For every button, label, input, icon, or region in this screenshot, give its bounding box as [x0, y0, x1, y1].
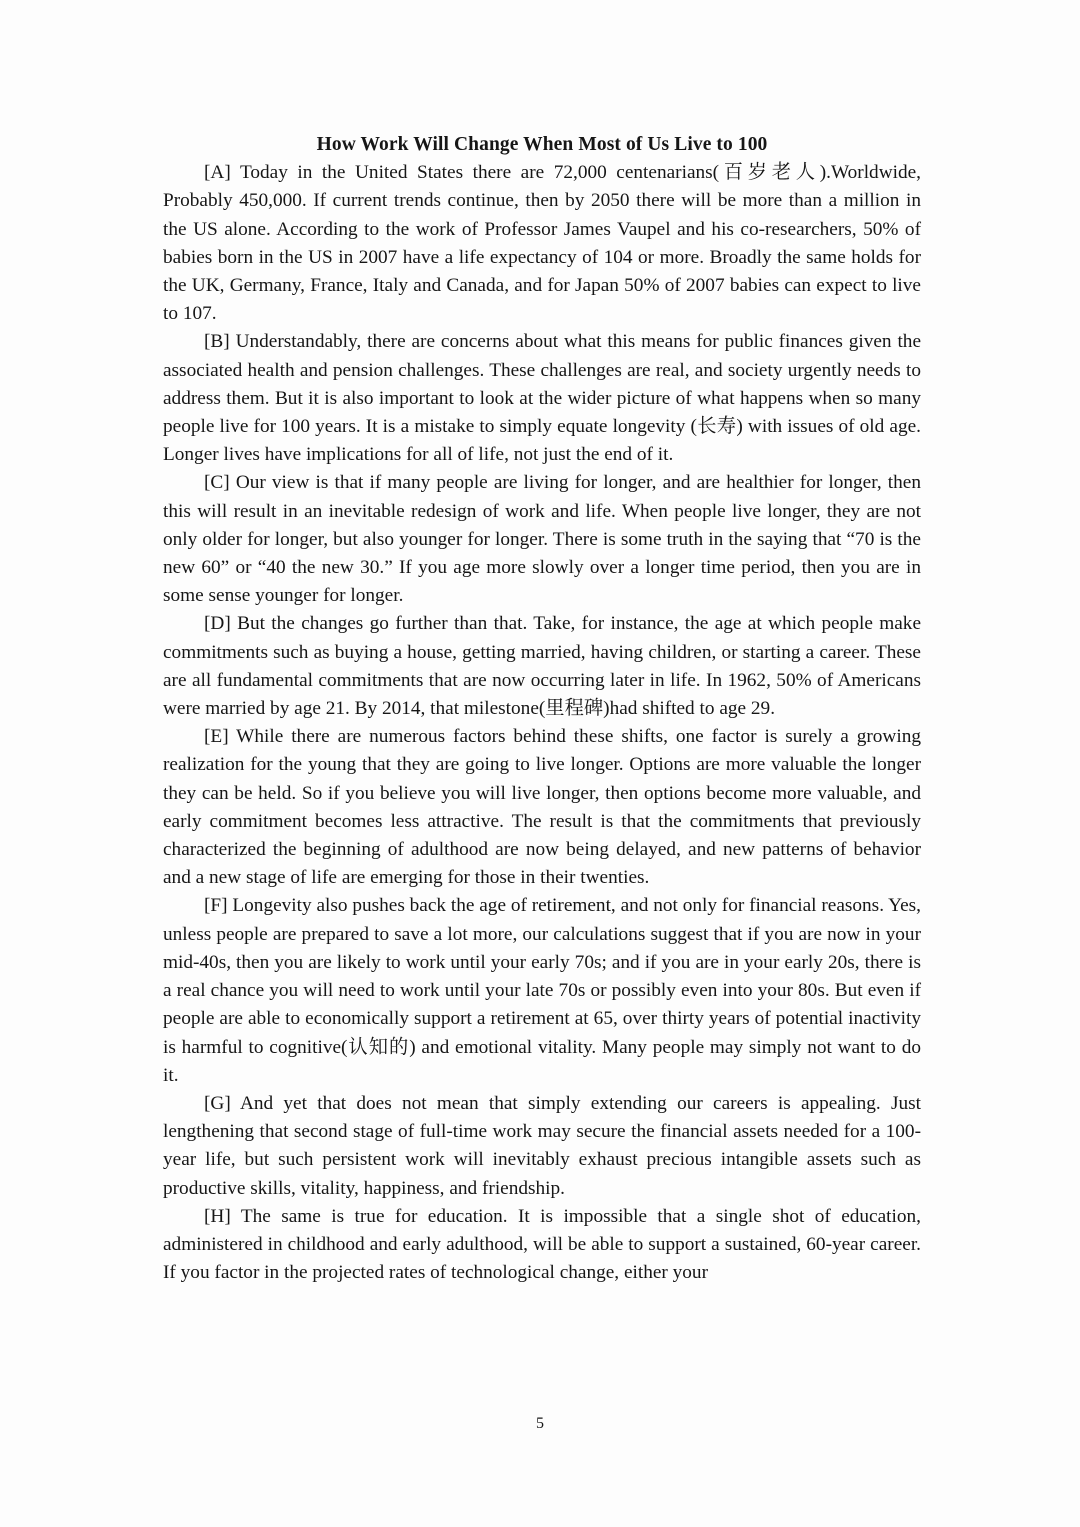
paragraph-d: [D] But the changes go further than that. Take, for instance, the age at which people make commitments such as buying a house, getting married, having children, or starting a career. These are all fundamental commitments that are now occurring later in life. In 1962, 50% of Americans were married by age 21. By 2014, that milestone(里程碑)had shifted to age 29. [163, 613, 921, 720]
paragraph-c: [C] Our view is that if many people are living for longer, and are healthier for longer, then this will result in an inevitable redesign of work and life. When people live longer, they are not only older for longer, but also younger for longer. There is some truth in the saying that “70 is the new 60” or “40 the new 30.” If you age more slowly over a longer time period, then you are in some sense younger for longer. [163, 472, 921, 607]
paragraph-b: [B] Understandably, there are concerns about what this means for public finances given the associated health and pension challenges. These challenges are real, and society urgently needs to address them. But it is also important to look at the wider picture of what happens when so many people live for 100 years. It is a mistake to simply equate longevity (长寿) with issues of old age. Longer lives have implications for all of life, not just the end of it. [163, 331, 921, 466]
paragraph-e: [E] While there are numerous factors behind these shifts, one factor is surely a growing realization for the young that they are going to live longer. Options are more valuable the longer they can be held. So if you believe you will live longer, then options become more valuable, and early commitment becomes less attractive. The result is that the commitments that previously characterized the beginning of adulthood are now being delayed, and new patterns of behavior and a new stage of life are emerging for those in their twenties. [163, 726, 921, 889]
page-number: 5 [536, 1415, 544, 1432]
paragraph-h: [H] The same is true for education. It is impossible that a single shot of education, administered in childhood and early adulthood, will be able to support a sustained, 60-year career. If you factor in the projected rates of technological change, either your [163, 1205, 921, 1284]
article-title: How Work Will Change When Most of Us Live to 100 [316, 134, 768, 155]
paragraph-g: [G] And yet that does not mean that simply extending our careers is appealing. Just lengthening that second stage of full-time work may secure the financial assets needed for a 100-year life, but such persistent work will inevitably exhaust precious intangible assets such as productive skills, vitality, happiness, and friendship. [163, 1092, 921, 1199]
article-body [163, 131, 921, 1287]
paragraph-f: [F] Longevity also pushes back the age of retirement, and not only for financial reasons. Yes, unless people are prepared to save a lot more, our calculations suggest that if you are now in your mid-40s, then you are likely to work until your early 70s; and if you are in your early 20s, there is a real chance you will need to work until your late 70s or possibly even into your 80s. But even if people are able to economically support a retirement at 65, over thirty years of potential inactivity is harmful to cognitive(认知的) and emotional vitality. Many people may simply not want to do it. [163, 895, 921, 1086]
paragraph-a: [A] Today in the United States there are 72,000 centenarians(百岁老人).Worldwide, Probably 450,000. If current trends continue, then by 2050 there will be more than a million in the US alone. According to the work of Professor James Vaupel and his co-researchers, 50% of babies born in the US in 2007 have a life expectancy of 104 or more. Broadly the same holds for the UK, Germany, France, Italy and Canada, and for Japan 50% of 2007 babies can expect to live to 107. [163, 162, 921, 325]
